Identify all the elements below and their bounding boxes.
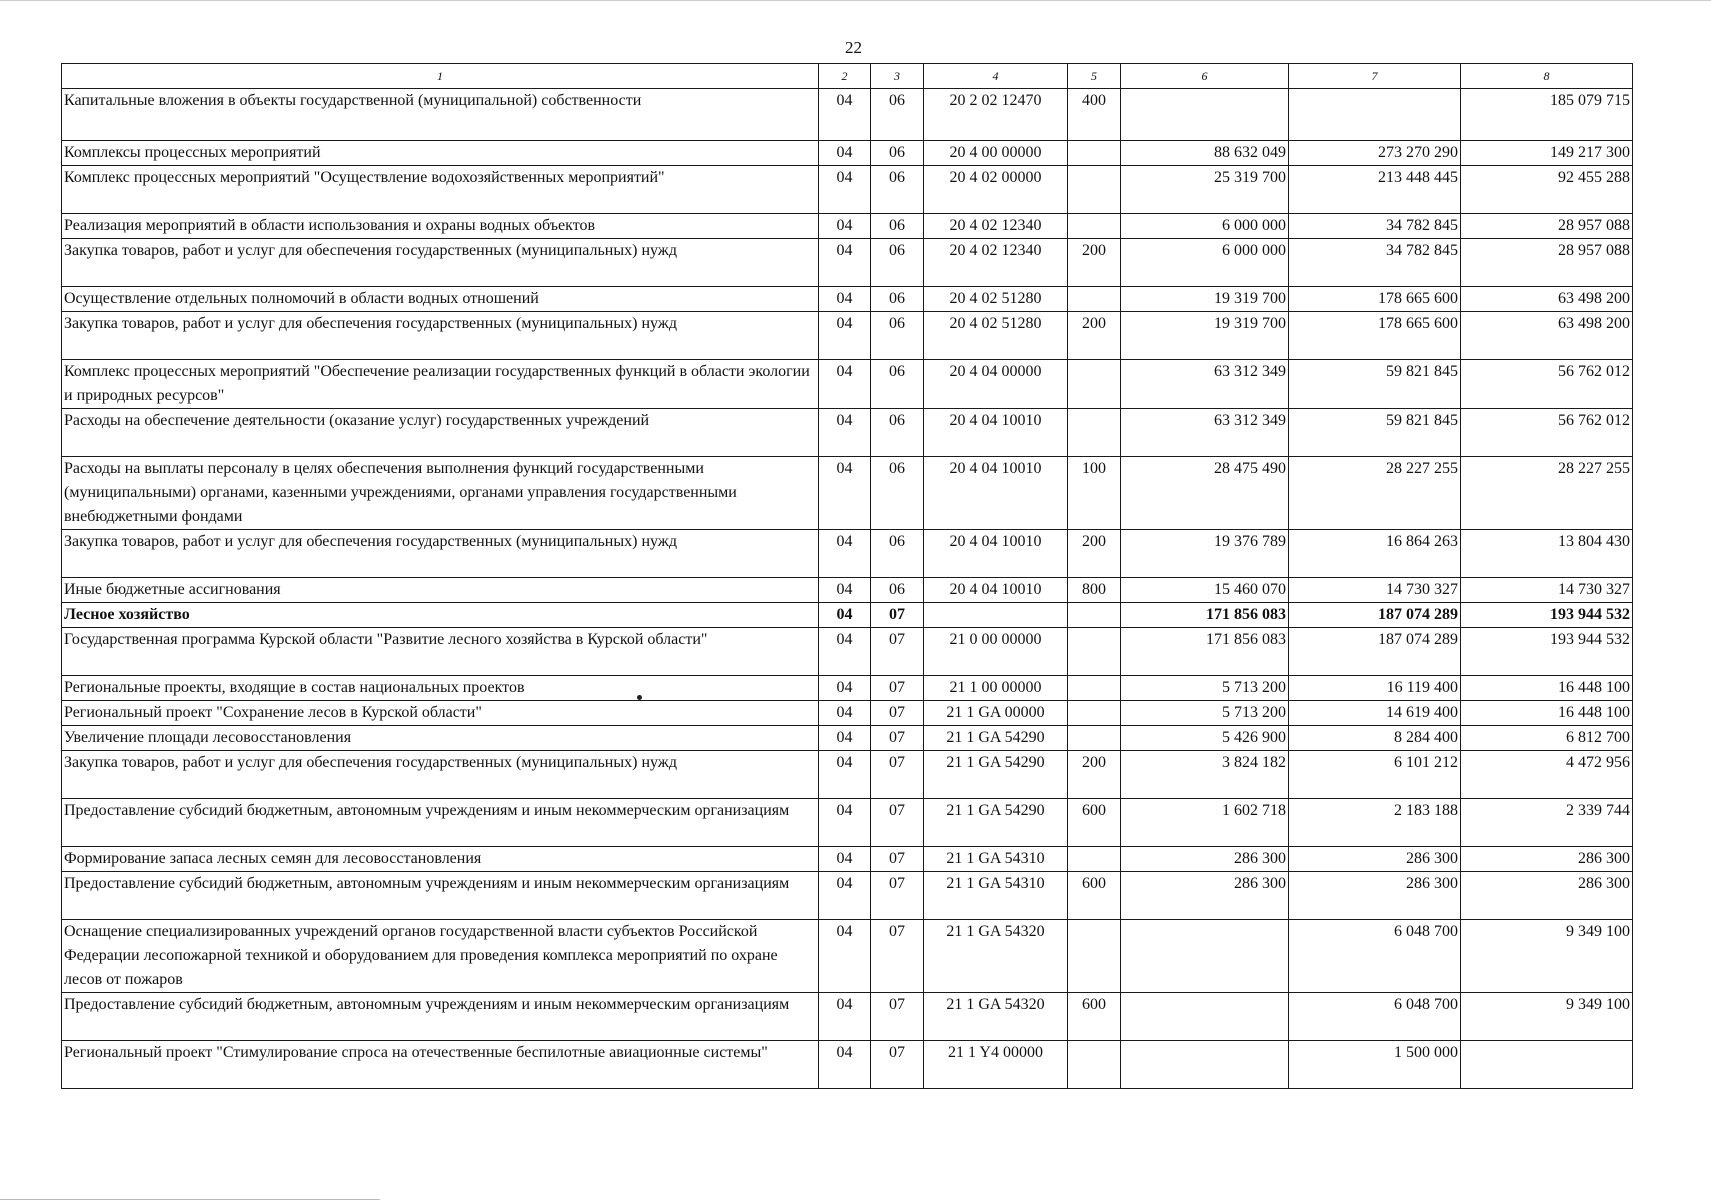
expense-type-cell bbox=[1068, 701, 1121, 726]
target-article-cell: 21 1 GA 54320 bbox=[924, 993, 1068, 1041]
amount-col6-cell: 25 319 700 bbox=[1121, 166, 1289, 214]
amount-col6-cell: 286 300 bbox=[1121, 872, 1289, 920]
amount-col8-cell: 193 944 532 bbox=[1461, 603, 1633, 628]
table-row bbox=[62, 799, 1633, 847]
subsection-code-cell: 06 bbox=[871, 287, 924, 312]
expense-type-cell: 200 bbox=[1068, 239, 1121, 287]
amount-col7-cell: 6 101 212 bbox=[1289, 751, 1461, 799]
amount-col8-cell: 9 349 100 bbox=[1461, 993, 1633, 1041]
row-name-cell: Предоставление субсидий бюджетным, автономным учреждениям и иным некоммерческим организациям bbox=[62, 799, 819, 847]
section-code-cell: 04 bbox=[819, 312, 871, 360]
amount-col6-cell: 5 713 200 bbox=[1121, 676, 1289, 701]
target-article-cell: 20 4 04 10010 bbox=[924, 409, 1068, 457]
amount-col6-cell: 19 376 789 bbox=[1121, 530, 1289, 578]
subsection-code-cell: 06 bbox=[871, 360, 924, 409]
subsection-code-cell: 06 bbox=[871, 312, 924, 360]
subsection-code-cell: 07 bbox=[871, 751, 924, 799]
table-row bbox=[62, 603, 1633, 628]
amount-col8-cell: 286 300 bbox=[1461, 847, 1633, 872]
row-name-cell: Государственная программа Курской области "Развитие лесного хозяйства в Курской области" bbox=[62, 628, 819, 676]
amount-col7-cell: 16 864 263 bbox=[1289, 530, 1461, 578]
subsection-code-cell: 07 bbox=[871, 726, 924, 751]
row-name-cell: Региональный проект "Сохранение лесов в Курской области" bbox=[62, 701, 819, 726]
amount-col8-cell: 63 498 200 bbox=[1461, 287, 1633, 312]
section-code-cell: 04 bbox=[819, 920, 871, 993]
subsection-code-cell: 06 bbox=[871, 166, 924, 214]
target-article-cell: 20 4 04 00000 bbox=[924, 360, 1068, 409]
row-name-cell: Лесное хозяйство bbox=[62, 603, 819, 628]
amount-col6-cell: 5 426 900 bbox=[1121, 726, 1289, 751]
section-code-cell: 04 bbox=[819, 360, 871, 409]
table-row bbox=[62, 312, 1633, 360]
row-name-cell: Региональный проект "Стимулирование спроса на отечественные беспилотные авиационные системы" bbox=[62, 1041, 819, 1089]
expense-type-cell: 600 bbox=[1068, 872, 1121, 920]
table-row bbox=[62, 751, 1633, 799]
subsection-code-cell: 06 bbox=[871, 409, 924, 457]
amount-col8-cell bbox=[1461, 1041, 1633, 1089]
amount-col7-cell: 1 500 000 bbox=[1289, 1041, 1461, 1089]
expense-type-cell bbox=[1068, 214, 1121, 239]
expense-type-cell bbox=[1068, 603, 1121, 628]
amount-col6-cell: 6 000 000 bbox=[1121, 214, 1289, 239]
amount-col8-cell: 28 957 088 bbox=[1461, 214, 1633, 239]
table-row bbox=[62, 530, 1633, 578]
scan-dot-mark bbox=[637, 695, 642, 700]
table-row bbox=[62, 360, 1633, 409]
table-row bbox=[62, 847, 1633, 872]
expense-type-cell: 600 bbox=[1068, 993, 1121, 1041]
column-header: 1 bbox=[62, 64, 819, 89]
section-code-cell: 04 bbox=[819, 578, 871, 603]
row-name-cell: Комплексы процессных мероприятий bbox=[62, 141, 819, 166]
amount-col8-cell: 149 217 300 bbox=[1461, 141, 1633, 166]
table-row bbox=[62, 1041, 1633, 1089]
target-article-cell: 21 1 GA 00000 bbox=[924, 701, 1068, 726]
target-article-cell: 20 4 02 51280 bbox=[924, 312, 1068, 360]
expense-type-cell bbox=[1068, 628, 1121, 676]
section-code-cell: 04 bbox=[819, 847, 871, 872]
target-article-cell: 20 4 04 10010 bbox=[924, 578, 1068, 603]
amount-col7-cell: 14 730 327 bbox=[1289, 578, 1461, 603]
row-name-cell: Закупка товаров, работ и услуг для обеспечения государственных (муниципальных) нужд bbox=[62, 751, 819, 799]
expense-type-cell: 200 bbox=[1068, 312, 1121, 360]
expense-type-cell bbox=[1068, 726, 1121, 751]
amount-col7-cell: 213 448 445 bbox=[1289, 166, 1461, 214]
subsection-code-cell: 07 bbox=[871, 628, 924, 676]
row-name-cell: Увеличение площади лесовосстановления bbox=[62, 726, 819, 751]
target-article-cell: 20 4 00 00000 bbox=[924, 141, 1068, 166]
expense-type-cell bbox=[1068, 847, 1121, 872]
target-article-cell: 20 2 02 12470 bbox=[924, 89, 1068, 141]
column-header: 4 bbox=[924, 64, 1068, 89]
amount-col8-cell: 193 944 532 bbox=[1461, 628, 1633, 676]
amount-col7-cell: 34 782 845 bbox=[1289, 239, 1461, 287]
amount-col7-cell: 28 227 255 bbox=[1289, 457, 1461, 530]
amount-col6-cell bbox=[1121, 920, 1289, 993]
row-name-cell: Закупка товаров, работ и услуг для обеспечения государственных (муниципальных) нужд bbox=[62, 312, 819, 360]
target-article-cell: 20 4 02 12340 bbox=[924, 239, 1068, 287]
amount-col6-cell: 19 319 700 bbox=[1121, 312, 1289, 360]
amount-col6-cell: 1 602 718 bbox=[1121, 799, 1289, 847]
expense-type-cell bbox=[1068, 166, 1121, 214]
table-row bbox=[62, 457, 1633, 530]
subsection-code-cell: 07 bbox=[871, 993, 924, 1041]
table-row bbox=[62, 676, 1633, 701]
section-code-cell: 04 bbox=[819, 409, 871, 457]
subsection-code-cell: 07 bbox=[871, 676, 924, 701]
table-row bbox=[62, 578, 1633, 603]
subsection-code-cell: 06 bbox=[871, 239, 924, 287]
amount-col6-cell bbox=[1121, 1041, 1289, 1089]
page-number: 22 bbox=[845, 38, 862, 57]
amount-col7-cell: 8 284 400 bbox=[1289, 726, 1461, 751]
target-article-cell: 21 1 GA 54320 bbox=[924, 920, 1068, 993]
section-code-cell: 04 bbox=[819, 287, 871, 312]
section-code-cell: 04 bbox=[819, 726, 871, 751]
amount-col6-cell: 88 632 049 bbox=[1121, 141, 1289, 166]
section-code-cell: 04 bbox=[819, 701, 871, 726]
amount-col6-cell: 5 713 200 bbox=[1121, 701, 1289, 726]
subsection-code-cell: 07 bbox=[871, 799, 924, 847]
target-article-cell: 21 1 GA 54310 bbox=[924, 872, 1068, 920]
amount-col8-cell: 14 730 327 bbox=[1461, 578, 1633, 603]
expense-type-cell bbox=[1068, 920, 1121, 993]
row-name-cell: Расходы на выплаты персоналу в целях обеспечения выполнения функций государственными (муниципальными) органами, казенными учреждениями, органами управления государственными внебюджетными фондами bbox=[62, 457, 819, 530]
section-code-cell: 04 bbox=[819, 872, 871, 920]
table-row bbox=[62, 701, 1633, 726]
row-name-cell: Оснащение специализированных учреждений органов государственной власти субъектов Российской Федерации лесопожарной техникой и оборудованием для проведения комплекса мероприятий по охране лесов от пожаров bbox=[62, 920, 819, 993]
target-article-cell: 21 1 GA 54290 bbox=[924, 726, 1068, 751]
amount-col8-cell: 185 079 715 bbox=[1461, 89, 1633, 141]
amount-col8-cell: 92 455 288 bbox=[1461, 166, 1633, 214]
expense-type-cell bbox=[1068, 676, 1121, 701]
amount-col6-cell bbox=[1121, 89, 1289, 141]
target-article-cell: 20 4 04 10010 bbox=[924, 457, 1068, 530]
section-code-cell: 04 bbox=[819, 530, 871, 578]
column-header: 5 bbox=[1068, 64, 1121, 89]
table-row bbox=[62, 287, 1633, 312]
amount-col7-cell: 178 665 600 bbox=[1289, 312, 1461, 360]
amount-col7-cell: 178 665 600 bbox=[1289, 287, 1461, 312]
subsection-code-cell: 06 bbox=[871, 141, 924, 166]
target-article-cell: 21 1 GA 54310 bbox=[924, 847, 1068, 872]
amount-col8-cell: 56 762 012 bbox=[1461, 360, 1633, 409]
amount-col8-cell: 286 300 bbox=[1461, 872, 1633, 920]
section-code-cell: 04 bbox=[819, 993, 871, 1041]
column-header: 3 bbox=[871, 64, 924, 89]
amount-col7-cell: 16 119 400 bbox=[1289, 676, 1461, 701]
expense-type-cell: 400 bbox=[1068, 89, 1121, 141]
subsection-code-cell: 06 bbox=[871, 457, 924, 530]
row-name-cell: Комплекс процессных мероприятий "Обеспечение реализации государственных функций в области экологии и природных ресурсов" bbox=[62, 360, 819, 409]
amount-col6-cell: 6 000 000 bbox=[1121, 239, 1289, 287]
expense-type-cell: 200 bbox=[1068, 530, 1121, 578]
row-name-cell: Закупка товаров, работ и услуг для обеспечения государственных (муниципальных) нужд bbox=[62, 530, 819, 578]
amount-col8-cell: 9 349 100 bbox=[1461, 920, 1633, 993]
table-row bbox=[62, 141, 1633, 166]
amount-col7-cell: 286 300 bbox=[1289, 872, 1461, 920]
row-name-cell: Осуществление отдельных полномочий в области водных отношений bbox=[62, 287, 819, 312]
expense-type-cell bbox=[1068, 141, 1121, 166]
section-code-cell: 04 bbox=[819, 603, 871, 628]
amount-col7-cell: 59 821 845 bbox=[1289, 409, 1461, 457]
table-row bbox=[62, 239, 1633, 287]
section-code-cell: 04 bbox=[819, 239, 871, 287]
subsection-code-cell: 06 bbox=[871, 214, 924, 239]
target-article-cell: 21 0 00 00000 bbox=[924, 628, 1068, 676]
column-number-row bbox=[62, 64, 1633, 89]
column-header: 8 bbox=[1461, 64, 1633, 89]
amount-col7-cell: 14 619 400 bbox=[1289, 701, 1461, 726]
section-code-cell: 04 bbox=[819, 751, 871, 799]
expense-type-cell bbox=[1068, 409, 1121, 457]
table-row bbox=[62, 726, 1633, 751]
target-article-cell: 20 4 02 12340 bbox=[924, 214, 1068, 239]
amount-col6-cell: 15 460 070 bbox=[1121, 578, 1289, 603]
section-code-cell: 04 bbox=[819, 1041, 871, 1089]
expense-type-cell bbox=[1068, 360, 1121, 409]
amount-col7-cell: 59 821 845 bbox=[1289, 360, 1461, 409]
budget-table bbox=[61, 63, 1633, 1089]
subsection-code-cell: 07 bbox=[871, 847, 924, 872]
column-header: 6 bbox=[1121, 64, 1289, 89]
amount-col7-cell: 6 048 700 bbox=[1289, 920, 1461, 993]
subsection-code-cell: 06 bbox=[871, 89, 924, 141]
section-code-cell: 04 bbox=[819, 799, 871, 847]
row-name-cell: Предоставление субсидий бюджетным, автономным учреждениям и иным некоммерческим организациям bbox=[62, 872, 819, 920]
table-row bbox=[62, 628, 1633, 676]
expense-type-cell: 600 bbox=[1068, 799, 1121, 847]
amount-col7-cell: 34 782 845 bbox=[1289, 214, 1461, 239]
section-code-cell: 04 bbox=[819, 628, 871, 676]
subsection-code-cell: 06 bbox=[871, 530, 924, 578]
target-article-cell: 21 1 GA 54290 bbox=[924, 799, 1068, 847]
row-name-cell: Реализация мероприятий в области использования и охраны водных объектов bbox=[62, 214, 819, 239]
subsection-code-cell: 07 bbox=[871, 701, 924, 726]
target-article-cell: 20 4 04 10010 bbox=[924, 530, 1068, 578]
amount-col6-cell: 171 856 083 bbox=[1121, 628, 1289, 676]
section-code-cell: 04 bbox=[819, 141, 871, 166]
row-name-cell: Закупка товаров, работ и услуг для обеспечения государственных (муниципальных) нужд bbox=[62, 239, 819, 287]
amount-col8-cell: 2 339 744 bbox=[1461, 799, 1633, 847]
table-row bbox=[62, 214, 1633, 239]
amount-col8-cell: 28 227 255 bbox=[1461, 457, 1633, 530]
target-article-cell: 20 4 02 51280 bbox=[924, 287, 1068, 312]
amount-col7-cell: 286 300 bbox=[1289, 847, 1461, 872]
amount-col6-cell: 3 824 182 bbox=[1121, 751, 1289, 799]
subsection-code-cell: 06 bbox=[871, 578, 924, 603]
expense-type-cell bbox=[1068, 287, 1121, 312]
section-code-cell: 04 bbox=[819, 89, 871, 141]
table-row bbox=[62, 89, 1633, 141]
table-row bbox=[62, 920, 1633, 993]
subsection-code-cell: 07 bbox=[871, 920, 924, 993]
table-row bbox=[62, 993, 1633, 1041]
section-code-cell: 04 bbox=[819, 166, 871, 214]
subsection-code-cell: 07 bbox=[871, 603, 924, 628]
row-name-cell: Формирование запаса лесных семян для лесовосстановления bbox=[62, 847, 819, 872]
row-name-cell: Расходы на обеспечение деятельности (оказание услуг) государственных учреждений bbox=[62, 409, 819, 457]
target-article-cell: 21 1 Y4 00000 bbox=[924, 1041, 1068, 1089]
amount-col8-cell: 6 812 700 bbox=[1461, 726, 1633, 751]
column-header: 2 bbox=[819, 64, 871, 89]
amount-col6-cell: 171 856 083 bbox=[1121, 603, 1289, 628]
section-code-cell: 04 bbox=[819, 457, 871, 530]
amount-col6-cell: 63 312 349 bbox=[1121, 409, 1289, 457]
subsection-code-cell: 07 bbox=[871, 1041, 924, 1089]
amount-col8-cell: 63 498 200 bbox=[1461, 312, 1633, 360]
expense-type-cell: 800 bbox=[1068, 578, 1121, 603]
target-article-cell: 20 4 02 00000 bbox=[924, 166, 1068, 214]
amount-col7-cell: 6 048 700 bbox=[1289, 993, 1461, 1041]
amount-col7-cell bbox=[1289, 89, 1461, 141]
amount-col7-cell: 187 074 289 bbox=[1289, 628, 1461, 676]
target-article-cell: 21 1 00 00000 bbox=[924, 676, 1068, 701]
target-article-cell bbox=[924, 603, 1068, 628]
amount-col7-cell: 187 074 289 bbox=[1289, 603, 1461, 628]
row-name-cell: Комплекс процессных мероприятий "Осуществление водохозяйственных мероприятий" bbox=[62, 166, 819, 214]
target-article-cell: 21 1 GA 54290 bbox=[924, 751, 1068, 799]
amount-col6-cell: 28 475 490 bbox=[1121, 457, 1289, 530]
table-row bbox=[62, 166, 1633, 214]
expense-type-cell: 200 bbox=[1068, 751, 1121, 799]
page-top-edge bbox=[0, 0, 1711, 1]
expense-type-cell: 100 bbox=[1068, 457, 1121, 530]
amount-col8-cell: 56 762 012 bbox=[1461, 409, 1633, 457]
section-code-cell: 04 bbox=[819, 214, 871, 239]
subsection-code-cell: 07 bbox=[871, 872, 924, 920]
expense-type-cell bbox=[1068, 1041, 1121, 1089]
amount-col7-cell: 273 270 290 bbox=[1289, 141, 1461, 166]
amount-col6-cell: 63 312 349 bbox=[1121, 360, 1289, 409]
row-name-cell: Региональные проекты, входящие в состав национальных проектов bbox=[62, 676, 819, 701]
amount-col6-cell: 19 319 700 bbox=[1121, 287, 1289, 312]
column-header: 7 bbox=[1289, 64, 1461, 89]
amount-col6-cell: 286 300 bbox=[1121, 847, 1289, 872]
amount-col8-cell: 13 804 430 bbox=[1461, 530, 1633, 578]
amount-col8-cell: 4 472 956 bbox=[1461, 751, 1633, 799]
amount-col7-cell: 2 183 188 bbox=[1289, 799, 1461, 847]
row-name-cell: Иные бюджетные ассигнования bbox=[62, 578, 819, 603]
amount-col6-cell bbox=[1121, 993, 1289, 1041]
row-name-cell: Предоставление субсидий бюджетным, автономным учреждениям и иным некоммерческим организациям bbox=[62, 993, 819, 1041]
amount-col8-cell: 16 448 100 bbox=[1461, 701, 1633, 726]
amount-col8-cell: 16 448 100 bbox=[1461, 676, 1633, 701]
amount-col8-cell: 28 957 088 bbox=[1461, 239, 1633, 287]
row-name-cell: Капитальные вложения в объекты государственной (муниципальной) собственности bbox=[62, 89, 819, 141]
table-row bbox=[62, 409, 1633, 457]
table-row bbox=[62, 872, 1633, 920]
section-code-cell: 04 bbox=[819, 676, 871, 701]
